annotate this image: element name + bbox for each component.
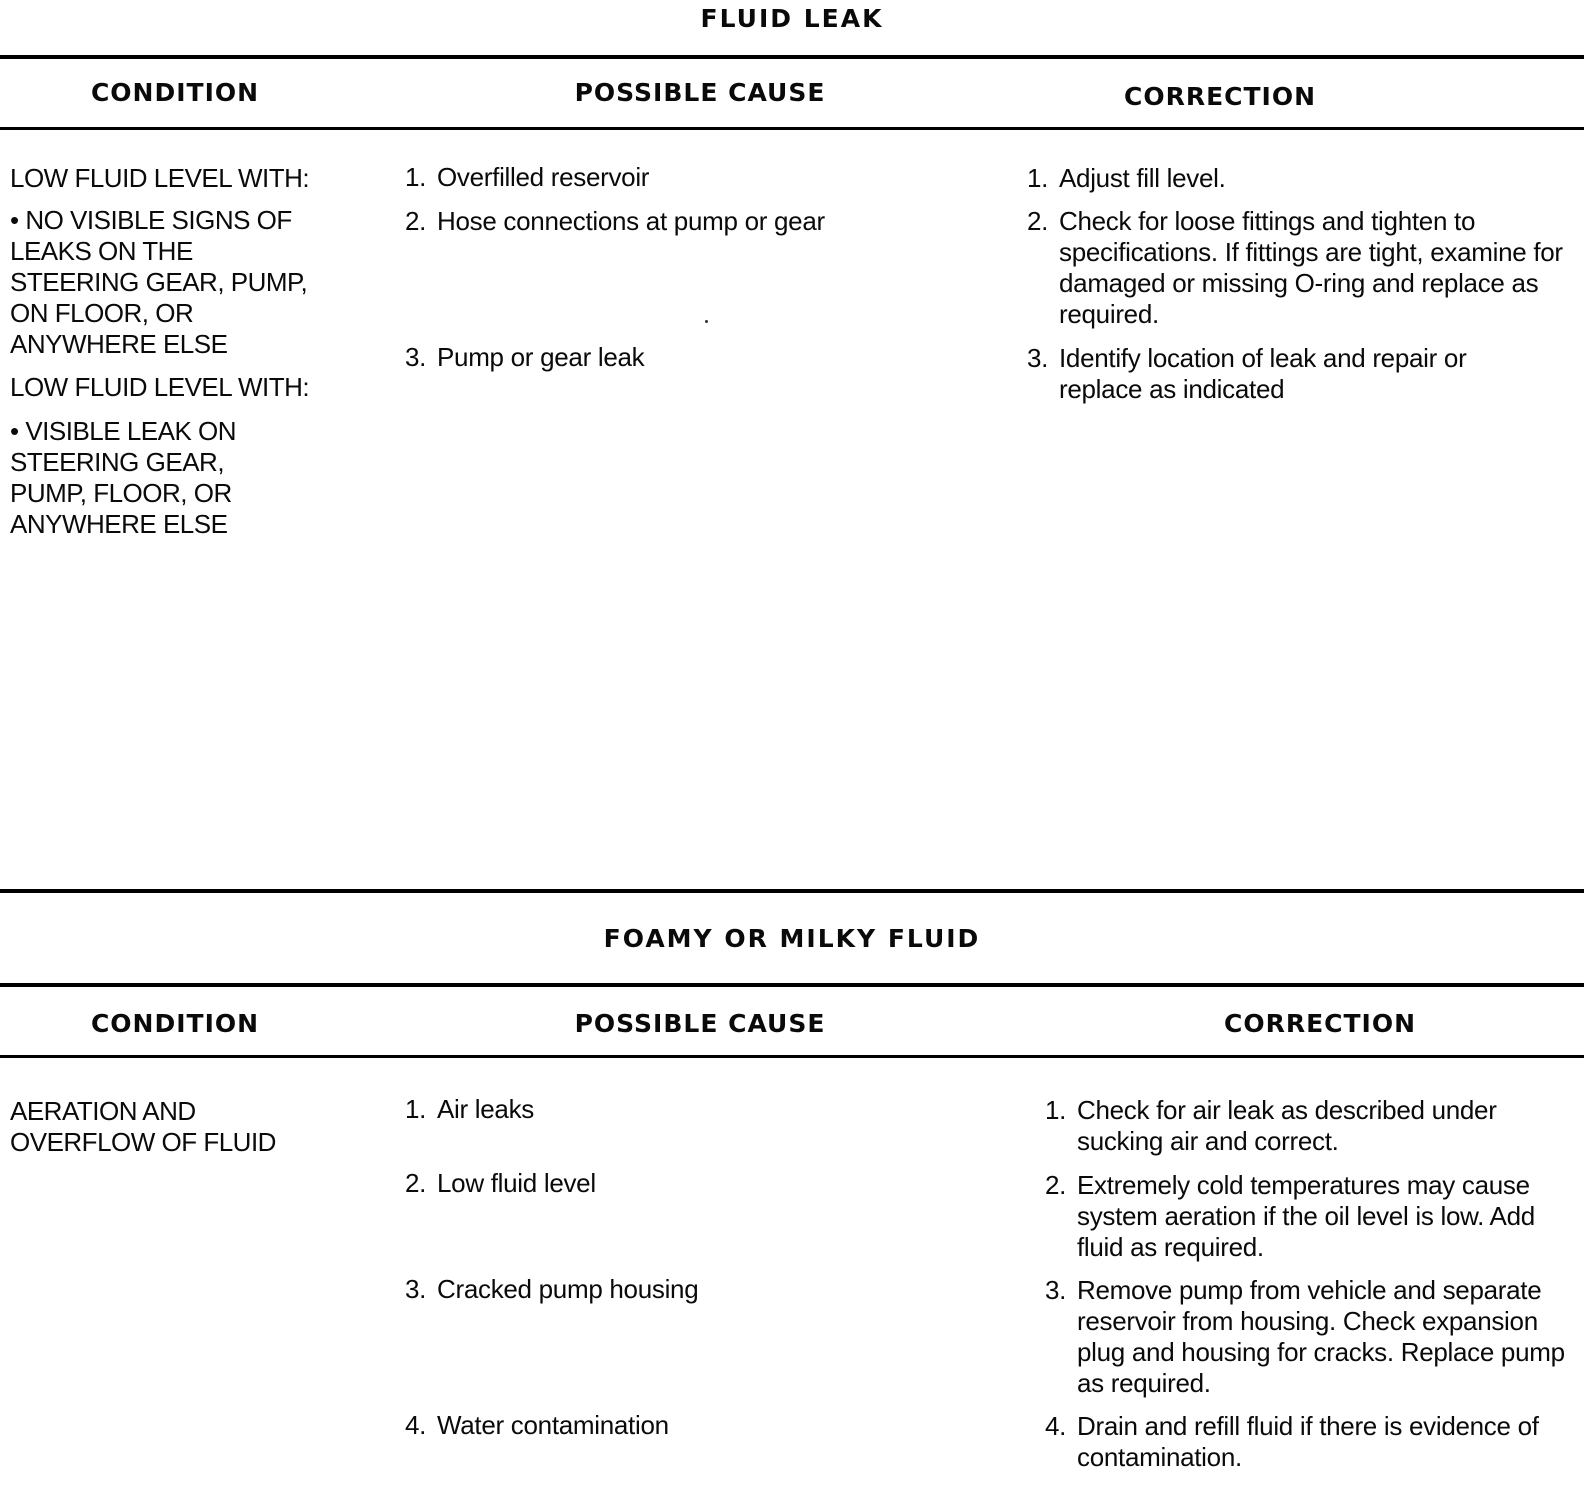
header-correction: CORRECTION (1123, 82, 1317, 111)
cause-number: 1. (405, 1094, 427, 1124)
correction-number: 1. (1045, 1095, 1067, 1125)
correction-text: Drain and refill fluid if there is evidence of contamination. (1077, 1411, 1539, 1472)
cause-number: 2. (405, 1168, 427, 1198)
cause-text: Air leaks (437, 1094, 534, 1124)
header-possible-cause: POSSIBLE CAUSE (574, 78, 826, 107)
correction-text: Adjust fill level. (1059, 163, 1226, 193)
condition-text: AERATION AND OVERFLOW OF FLUID (10, 1096, 276, 1157)
cause-text: Cracked pump housing (437, 1274, 699, 1304)
header-condition: CONDITION (90, 1009, 260, 1038)
condition-bullet-item: • VISIBLE LEAK ON STEERING GEAR, PUMP, FLOOR, OR ANYWHERE ELSE (10, 416, 237, 539)
header-possible-cause: POSSIBLE CAUSE (574, 1009, 826, 1038)
header-condition: CONDITION (90, 78, 260, 107)
cause-text: Low fluid level (437, 1168, 596, 1198)
header-bottom-rule (0, 127, 1584, 130)
cause-number: 4. (405, 1410, 427, 1440)
condition-text: LOW FLUID LEVEL WITH: (10, 163, 310, 193)
condition-bullet-item: • NO VISIBLE SIGNS OF LEAKS ON THE STEERING GEAR, PUMP, ON FLOOR, OR ANYWHERE ELSE (10, 205, 308, 359)
section-top-rule (0, 889, 1584, 893)
correction-text: Check for loose fittings and tighten to specifications. If fittings are tight, examine for damaged or missing O-ring and replace as required. (1059, 206, 1563, 329)
correction-number: 2. (1027, 206, 1049, 236)
correction-number: 4. (1045, 1411, 1067, 1441)
cause-number: 3. (405, 1274, 427, 1304)
cause-text: Overfilled reservoir (437, 162, 650, 192)
correction-text: Check for air leak as described under sucking air and correct. (1077, 1095, 1497, 1156)
cause-number: 2. (405, 206, 427, 236)
correction-text: Remove pump from vehicle and separate reservoir from housing. Check expansion plug and housing for cracks. Replace pump as required. (1077, 1275, 1565, 1398)
section-title-foamy-fluid: FOAMY OR MILKY FLUID (603, 924, 981, 953)
cause-text: Hose connections at pump or gear (437, 206, 825, 236)
scan-speck (705, 320, 708, 323)
cause-number: 3. (405, 342, 427, 372)
header-top-rule (0, 983, 1584, 987)
section-title-fluid-leak: FLUID LEAK (700, 4, 884, 33)
condition-text: LOW FLUID LEVEL WITH: (10, 372, 310, 402)
correction-text: Extremely cold temperatures may cause system aeration if the oil level is low. Add fluid as required. (1077, 1170, 1535, 1262)
correction-number: 1. (1027, 163, 1049, 193)
cause-text: Pump or gear leak (437, 342, 645, 372)
cause-text: Water contamination (437, 1410, 669, 1440)
correction-number: 3. (1027, 343, 1049, 373)
correction-number: 2. (1045, 1170, 1067, 1200)
section-top-rule (0, 55, 1584, 59)
cause-number: 1. (405, 162, 427, 192)
correction-number: 3. (1045, 1275, 1067, 1305)
correction-text: Identify location of leak and repair or replace as indicated (1059, 343, 1467, 404)
header-bottom-rule (0, 1055, 1584, 1058)
header-correction: CORRECTION (1223, 1009, 1417, 1038)
